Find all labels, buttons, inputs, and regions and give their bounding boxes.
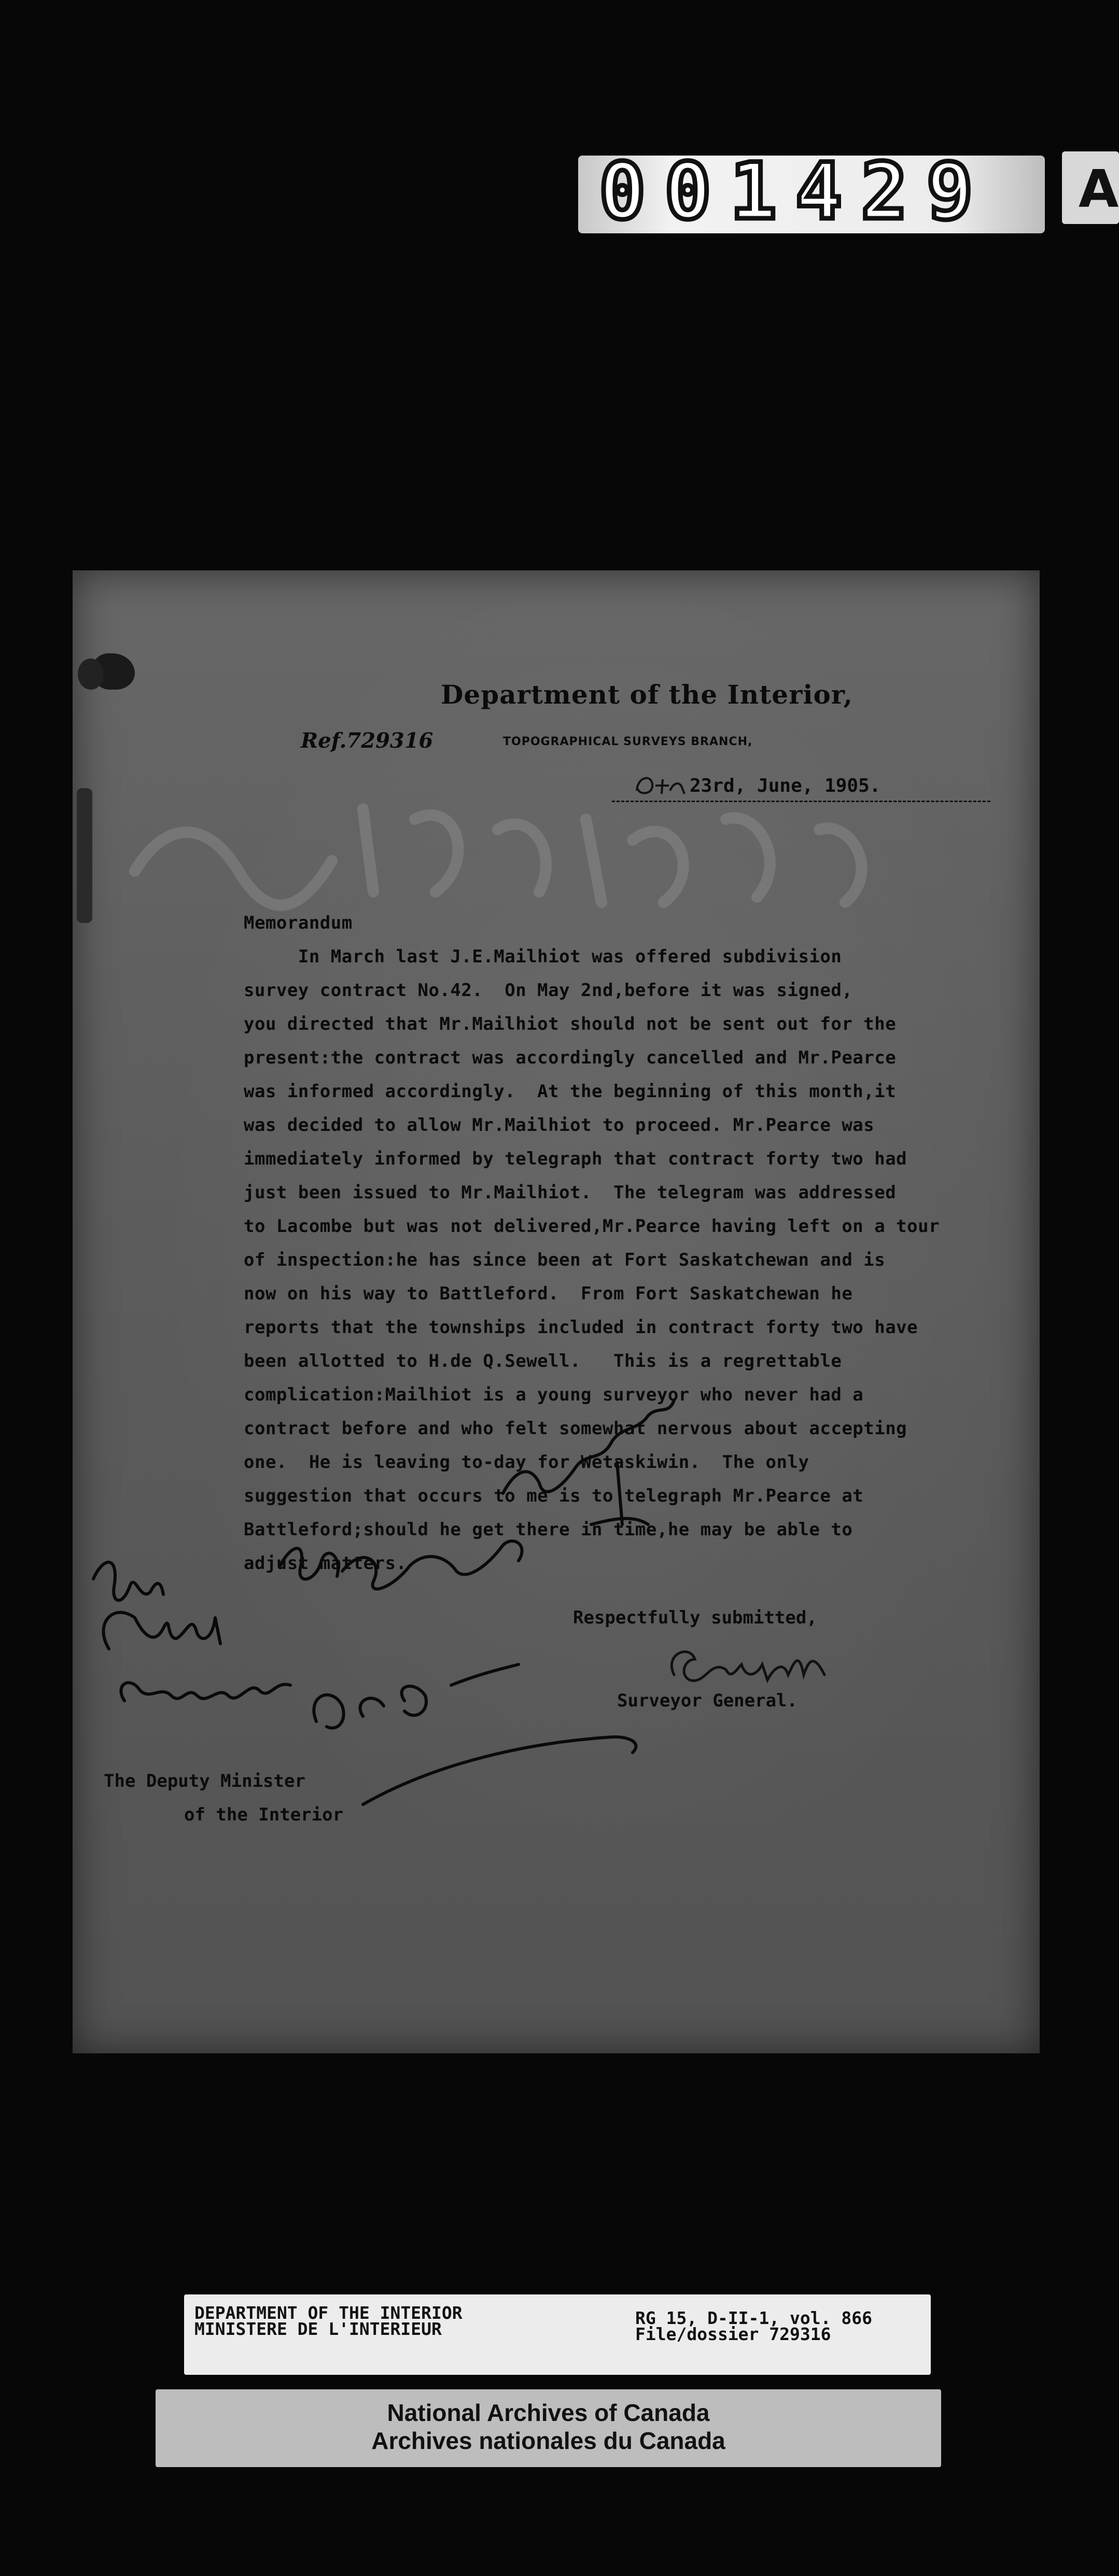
- memo-line: now on his way to Battleford. From Fort Saskatchewan he: [244, 1283, 853, 1304]
- memo-line: Battleford;should he get there in time,he may be able to: [244, 1519, 853, 1540]
- memo-heading: Memorandum: [244, 913, 353, 933]
- record-group-reference: RG 15, D-II-1, vol. 866: [635, 2308, 872, 2328]
- archives-name-french: Archives nationales du Canada: [371, 2427, 725, 2454]
- memo-line: suggestion that occurs to me is to telegraph Mr.Pearce at: [244, 1486, 864, 1506]
- archives-name-english: National Archives of Canada: [387, 2399, 710, 2426]
- archive-reference-label: [184, 2294, 931, 2375]
- memo-line: survey contract No.42. On May 2nd,before it was signed,: [244, 980, 853, 1001]
- memo-line: complication:Mailhiot is a young surveyor who never had a: [244, 1384, 864, 1405]
- memo-line: reports that the townships included in contract forty two have: [244, 1317, 918, 1338]
- memo-line: just been issued to Mr.Mailhiot. The telegram was addressed: [244, 1182, 897, 1203]
- addressee-line: of the Interior: [184, 1804, 344, 1825]
- branch-name: TOPOGRAPHICAL SURVEYS BRANCH,: [503, 735, 753, 748]
- frame-letter-text: A: [1079, 159, 1119, 219]
- memo-line: present:the contract was accordingly cancelled and Mr.Pearce: [244, 1047, 897, 1068]
- department-english: DEPARTMENT OF THE INTERIOR: [194, 2303, 463, 2323]
- microfilm-frame-number: [578, 147, 1045, 237]
- memo-date: 23rd, June, 1905.: [690, 775, 881, 796]
- archives-banner: [156, 2389, 941, 2467]
- document-sheet: [73, 570, 1040, 2053]
- memo-line: contract before and who felt somewhat nervous about accepting: [244, 1418, 907, 1439]
- memo-line: been allotted to H.de Q.Sewell. This is a regrettable: [244, 1351, 842, 1371]
- handwritten-annotation: [73, 570, 1040, 2053]
- memo-line: immediately informed by telegraph that contract forty two had: [244, 1149, 907, 1169]
- memo-line: was decided to allow Mr.Mailhiot to proceed. Mr.Pearce was: [244, 1115, 875, 1136]
- memo-line: was informed accordingly. At the beginning of this month,it: [244, 1081, 897, 1102]
- memo-line: In March last J.E.Mailhiot was offered subdivision: [244, 946, 842, 967]
- department-french: MINISTERE DE L'INTERIEUR: [194, 2319, 442, 2339]
- memo-line: to Lacombe but was not delivered,Mr.Pearce having left on a tour: [244, 1216, 940, 1237]
- closing-line: Respectfully submitted,: [573, 1607, 817, 1628]
- memo-line: one. He is leaving to-day for Wetaskiwin. The only: [244, 1452, 809, 1473]
- file-dossier-reference: File/dossier 729316: [635, 2324, 831, 2344]
- reference-number: Ref.729316: [301, 729, 433, 753]
- memo-line: of inspection:he has since been at Fort Saskatchewan and is: [244, 1250, 886, 1270]
- frame-number-text: 001429: [599, 147, 992, 237]
- department-heading: Department of the Interior,: [441, 679, 853, 710]
- memo-line: adjust matters.: [244, 1553, 407, 1574]
- signer-title: Surveyor General.: [617, 1690, 798, 1711]
- addressee-line: The Deputy Minister: [104, 1771, 305, 1791]
- memo-line: you directed that Mr.Mailhiot should not be sent out for the: [244, 1014, 897, 1034]
- microfilm-frame-letter: [1062, 151, 1119, 224]
